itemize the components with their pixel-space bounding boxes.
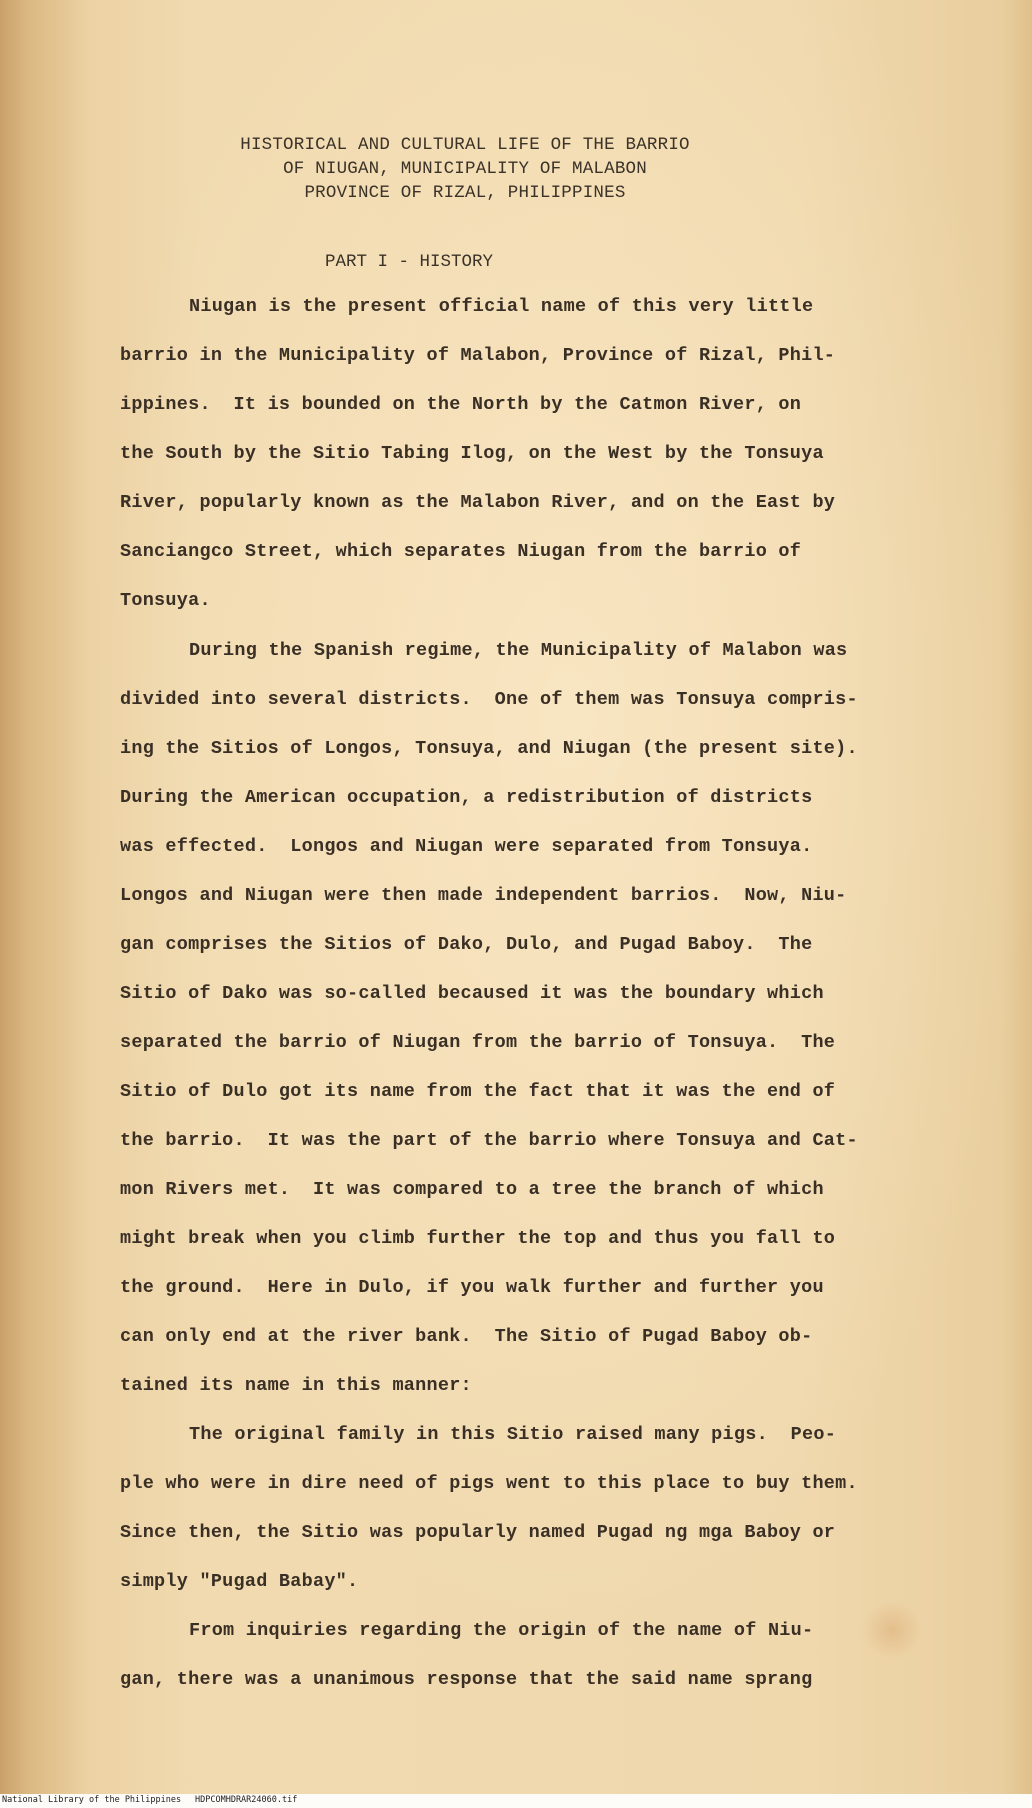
body-line: Sanciangco Street, which separates Niugan from the barrio of [120,541,802,562]
body-line: Longos and Niugan were then made independent barrios. Now, Niu- [120,885,847,906]
title-line: PROVINCE OF RIZAL, PHILIPPINES [304,183,626,203]
paper-stain [862,1600,922,1660]
body-line: tained its name in this manner: [120,1375,472,1396]
body-line: the ground. Here in Dulo, if you walk further and further you [120,1277,824,1298]
body-line: River, popularly known as the Malabon River, and on the East by [120,492,836,513]
document-title [180,133,750,205]
scan-footer [0,1794,1032,1808]
section-heading: PART I - HISTORY [325,252,494,272]
footer-source: National Library of the Philippines [2,1795,182,1805]
body-line: Since then, the Sitio was popularly named Pugad ng mga Baboy or [120,1522,836,1543]
body-line: Niugan is the present official name of this very little [189,296,814,317]
body-line: can only end at the river bank. The Sitio of Pugad Baboy ob- [120,1326,813,1347]
body-line: mon Rivers met. It was compared to a tree the branch of which [120,1179,824,1200]
body-line: simply "Pugad Babay". [120,1571,359,1592]
body-line: Sitio of Dulo got its name from the fact that it was the end of [120,1081,836,1102]
body-line: Sitio of Dako was so-called becaused it was the boundary which [120,983,824,1004]
body-line: gan comprises the Sitios of Dako, Dulo, and Pugad Baboy. The [120,934,813,955]
body-line: ing the Sitios of Longos, Tonsuya, and Niugan (the present site). [120,738,858,759]
body-line: the barrio. It was the part of the barrio where Tonsuya and Cat- [120,1130,858,1151]
footer-filename: HDPCOMHDRAR24060.tif [195,1795,298,1805]
body-line: might break when you climb further the top and thus you fall to [120,1228,836,1249]
body-line: During the Spanish regime, the Municipality of Malabon was [189,640,848,661]
title-line: OF NIUGAN, MUNICIPALITY OF MALABON [283,159,647,179]
body-line: the South by the Sitio Tabing Ilog, on the West by the Tonsuya [120,443,824,464]
body-line: From inquiries regarding the origin of the name of Niu- [189,1620,814,1641]
body-line: Tonsuya. [120,590,211,611]
body-line: The original family in this Sitio raised many pigs. Peo- [189,1424,837,1445]
body-line: ple who were in dire need of pigs went to this place to buy them. [120,1473,858,1494]
body-line: ippines. It is bounded on the North by the Catmon River, on [120,394,802,415]
body-line: gan, there was a unanimous response that the said name sprang [120,1669,813,1690]
body-line: During the American occupation, a redistribution of districts [120,787,813,808]
body-line: divided into several districts. One of them was Tonsuya compris- [120,689,858,710]
body-line: separated the barrio of Niugan from the barrio of Tonsuya. The [120,1032,836,1053]
body-line: was effected. Longos and Niugan were separated from Tonsuya. [120,836,813,857]
body-line: barrio in the Municipality of Malabon, Province of Rizal, Phil- [120,345,836,366]
title-line: HISTORICAL AND CULTURAL LIFE OF THE BARRIO [240,135,690,155]
